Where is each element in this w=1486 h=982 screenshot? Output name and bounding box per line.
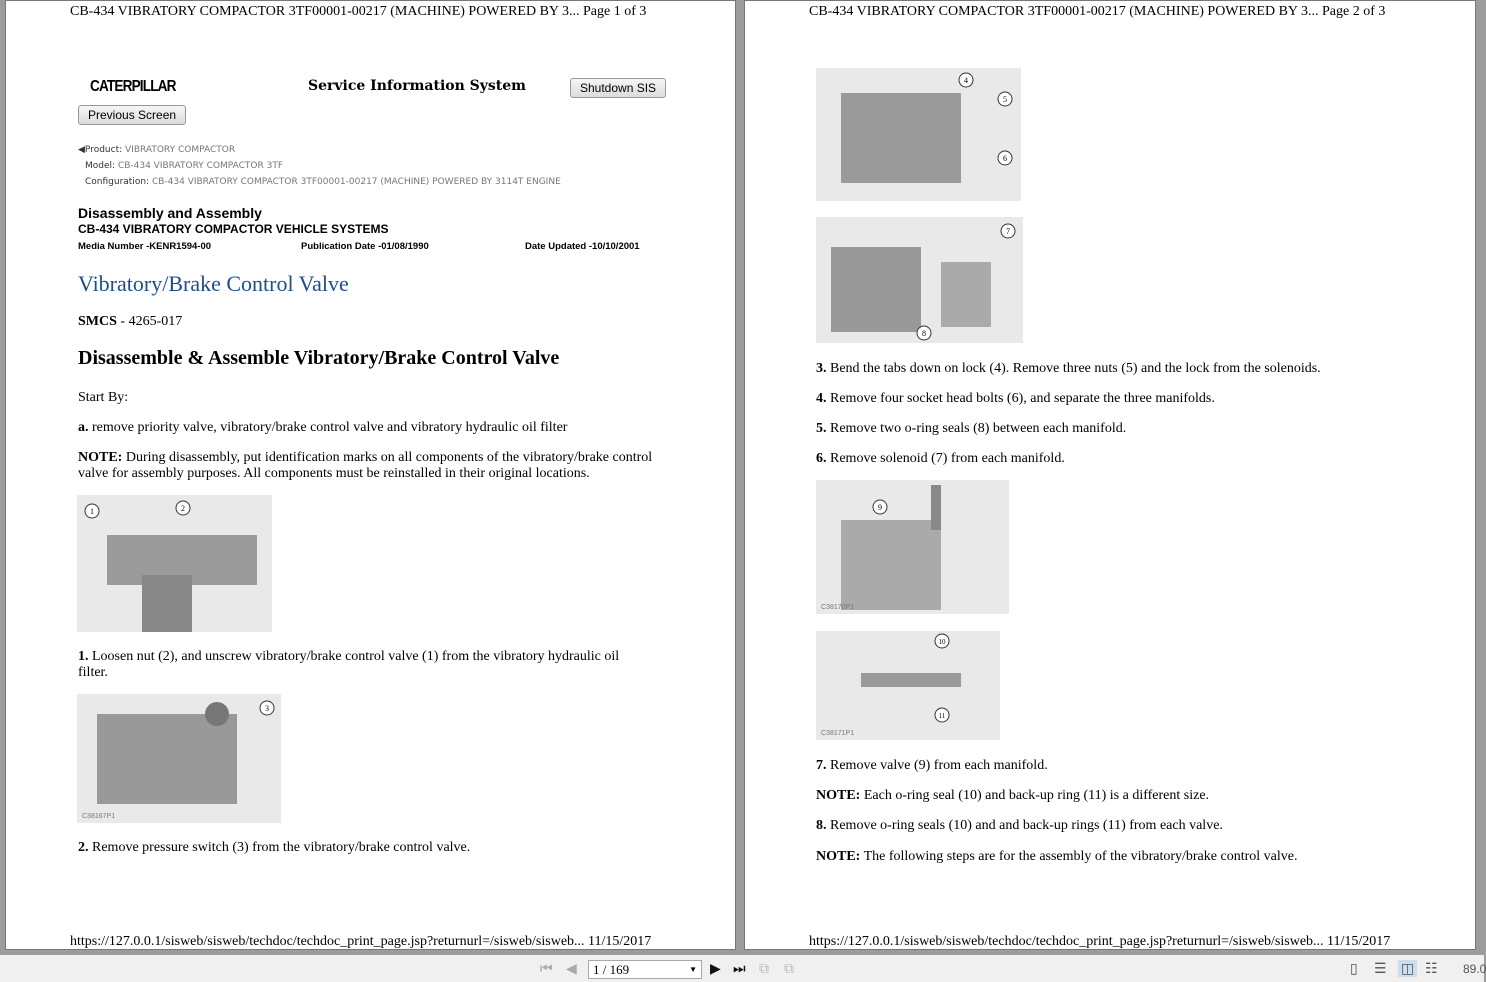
media-number: Media Number -KENR1594-00 [78,241,212,252]
figure-3-image [816,68,1021,201]
start-by: Start By: [78,390,129,405]
shutdown-sis-button[interactable]: Shutdown SIS [570,78,666,98]
svg-text:9: 9 [878,503,882,512]
section-heading: Disassemble & Assemble Vibratory/Brake Control Valve [78,347,560,369]
note-1: NOTE: During disassembly, put identification marks on all components of the vibratory/brake control valve for assembly purposes. All components must be reinstalled in their original locations. [78,450,653,481]
sis-title: Service Information System [308,78,526,94]
figure-caption: C38167P1 [82,813,116,820]
figure-6-image [816,631,1000,740]
page-footer: https://127.0.0.1/sisweb/sisweb/techdoc/techdoc_print_page.jsp?returnurl=/sisweb/sisweb... 11/15/2017 [809,934,1391,949]
product-line: ◀Product: VIBRATORY COMPACTOR [78,145,236,155]
figure-5-image [816,480,1009,614]
step-7: 7. Remove valve (9) from each manifold. [816,758,1048,773]
rotate-icon[interactable]: ⧉ [759,960,769,976]
step-1: 1. Loosen nut (2), and unscrew vibratory/brake control valve (1) from the vibratory hydraulic oil filter. [78,649,620,680]
figure-caption: C38171P1 [821,730,855,737]
callout: 1 [90,507,94,516]
previous-screen-button[interactable]: Previous Screen [78,105,186,125]
figure-1-image [77,495,272,632]
svg-text:5: 5 [1003,95,1007,104]
callout: 2 [181,504,185,513]
pdf-page-1 [5,0,736,950]
step-5: 5. Remove two o-ring seals (8) between each manifold. [816,421,1127,436]
step-8: 8. Remove o-ring seals (10) and and back-up rings (11) from each valve. [816,818,1223,833]
rotate-back-icon[interactable]: ⧉ [784,960,794,976]
smcs: SMCS - 4265-017 [78,314,183,329]
page-header: CB-434 VIBRATORY COMPACTOR 3TF00001-00217 (MACHINE) POWERED BY 3... Page 2 of 3 [809,4,1386,19]
svg-text:6: 6 [1003,154,1007,163]
two-page-continuous-view-icon[interactable]: ☷ [1425,960,1438,976]
model-line: Model: CB-434 VIBRATORY COMPACTOR 3TF [85,161,283,171]
start-by-a: a. remove priority valve, vibratory/brake control valve and vibratory hydraulic oil filter [78,420,568,435]
doc-systems: CB-434 VIBRATORY COMPACTOR VEHICLE SYSTEMS [78,222,389,236]
doc-title: Vibratory/Brake Control Valve [78,271,349,296]
figure-caption: C38170P1 [821,604,855,611]
first-page-icon[interactable]: ⏮ [540,960,553,976]
two-page-view-icon[interactable]: ◫ [1398,960,1417,977]
doc-type: Disassembly and Assembly [78,205,262,221]
svg-text:4: 4 [964,76,968,85]
page-number-select[interactable]: 1 / 169 ▼ [588,960,702,979]
continuous-view-icon[interactable]: ☰ [1374,960,1387,976]
zoom-level[interactable]: 89.0 [1463,962,1486,976]
step-2: 2. Remove pressure switch (3) from the vibratory/brake control valve. [78,840,471,855]
note-3: NOTE: The following steps are for the assembly of the vibratory/brake control valve. [816,849,1298,864]
figure-4-image [816,217,1023,343]
pdf-toolbar [0,955,1484,982]
step-3: 3. Bend the tabs down on lock (4). Remove three nuts (5) and the lock from the solenoids. [816,361,1321,376]
svg-text:7: 7 [1006,227,1010,236]
figure-2-image [77,694,281,823]
callout: 3 [265,704,269,713]
step-6: 6. Remove solenoid (7) from each manifold. [816,451,1065,466]
caterpillar-logo: CATERPILLAR [90,78,176,95]
configuration-line: Configuration: CB-434 VIBRATORY COMPACTOR 3TF00001-00217 (MACHINE) POWERED BY 3114T ENGINE [85,177,561,187]
svg-text:8: 8 [922,329,926,338]
single-page-view-icon[interactable]: ▯ [1350,960,1358,976]
publication-date: Publication Date -01/08/1990 [301,241,429,252]
last-page-icon[interactable]: ⏭ [733,960,746,976]
svg-text:10: 10 [938,638,946,646]
previous-page-icon[interactable]: ◀ [566,960,577,976]
next-page-icon[interactable]: ▶ [710,960,721,976]
step-4: 4. Remove four socket head bolts (6), and separate the three manifolds. [816,391,1215,406]
svg-text:11: 11 [938,712,946,720]
page-header: CB-434 VIBRATORY COMPACTOR 3TF00001-00217 (MACHINE) POWERED BY 3... Page 1 of 3 [70,4,647,19]
note-2: NOTE: Each o-ring seal (10) and back-up ring (11) is a different size. [816,788,1210,803]
date-updated: Date Updated -10/10/2001 [525,241,640,252]
page-footer: https://127.0.0.1/sisweb/sisweb/techdoc/techdoc_print_page.jsp?returnurl=/sisweb/sisweb... 11/15/2017 [70,934,652,949]
pdf-page-2 [744,0,1476,950]
